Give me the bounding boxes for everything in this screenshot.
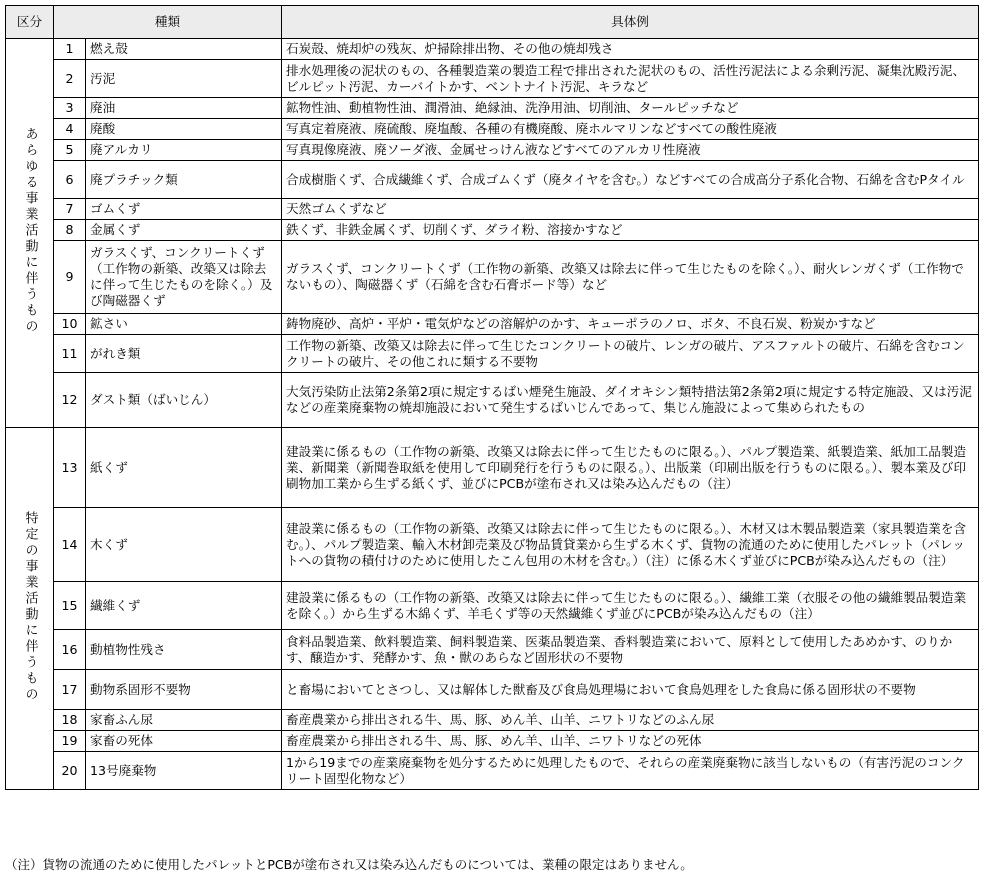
waste-example: 工作物の新築、改築又は除去に伴って生じたコンクリートの破片、レンガの破片、アスファルトの破片、石綿を含むコンクリートの破片、その他これに類する不要物 [282,335,979,373]
waste-type: 動物系固形不要物 [86,670,282,710]
category-specific-label: 特定の事業活動に伴うもの [22,510,38,703]
waste-type: 金属くず [86,220,282,241]
footnote: （注）貨物の流通のために使用したパレットとPCBが塗布され又は染み込んだものについては、業種の限定はありません。 [5,857,693,872]
waste-type: 紙くず [86,428,282,508]
table-row [6,140,979,161]
table-row [6,161,979,199]
waste-type: ゴムくず [86,199,282,220]
waste-example: 鉱物性油、動植物性油、潤滑油、絶縁油、洗浄用油、切削油、タールピッチなど [282,98,979,119]
table-row [6,710,979,731]
table-row [6,508,979,582]
table-row [6,582,979,630]
waste-example: 石炭殻、焼却炉の残灰、炉掃除排出物、その他の焼却残さ [282,39,979,60]
row-number: 6 [54,161,86,199]
waste-example: 天然ゴムくずなど [282,199,979,220]
table-row [6,39,979,60]
waste-example: 建設業に係るもの（工作物の新築、改築又は除去に伴って生じたものに限る。）、繊維工業（衣服その他の繊維製品製造業を除く。）から生ずる木綿くず、羊毛くず等の天然繊維くず並びにPCBが染み込んだもの（注） [282,582,979,630]
table-row [6,731,979,752]
waste-example: と畜場においてとさつし、又は解体した獣畜及び食鳥処理場において食鳥処理をした食鳥に係る固形状の不要物 [282,670,979,710]
waste-example: 畜産農業から排出される牛、馬、豚、めん羊、山羊、ニワトリなどの死体 [282,731,979,752]
waste-type: 13号廃棄物 [86,752,282,790]
row-number: 13 [54,428,86,508]
waste-example: 合成樹脂くず、合成繊維くず、合成ゴムくず（廃タイヤを含む。）などすべての合成高分子系化合物、石綿を含むPタイル [282,161,979,199]
waste-example: 食料品製造業、飲料製造業、飼料製造業、医薬品製造業、香料製造業において、原料として使用したあめかす、のりかす、醸造かす、発酵かす、魚・獣のあらなど固形状の不要物 [282,630,979,670]
waste-type: 家畜ふん尿 [86,710,282,731]
waste-example: 写真定着廃液、廃硫酸、廃塩酸、各種の有機廃酸、廃ホルマリンなどすべての酸性廃液 [282,119,979,140]
row-number: 4 [54,119,86,140]
table-row [6,119,979,140]
table-row [6,220,979,241]
waste-type: 廃油 [86,98,282,119]
waste-type: 繊維くず [86,582,282,630]
category-specific [6,428,54,790]
header-category: 区分 [6,6,54,39]
waste-example: 鋳物廃砂、高炉・平炉・電気炉などの溶解炉のかす、キューポラのノロ、ボタ、不良石炭、粉炭かすなど [282,314,979,335]
table-row [6,373,979,428]
table-row [6,241,979,314]
table-row [6,428,979,508]
waste-type: 鉱さい [86,314,282,335]
waste-type: 廃酸 [86,119,282,140]
row-number: 3 [54,98,86,119]
waste-type: 動植物性残さ [86,630,282,670]
waste-example: 1から19までの産業廃棄物を処分するために処理したもので、それらの産業廃棄物に該当しないもの（有害汚泥のコンクリート固型化物など） [282,752,979,790]
waste-type: 燃え殻 [86,39,282,60]
table-row [6,199,979,220]
row-number: 7 [54,199,86,220]
waste-type: 汚泥 [86,60,282,98]
waste-example: 建設業に係るもの（工作物の新築、改築又は除去に伴って生じたものに限る。）、パルプ製造業、紙製造業、紙加工品製造業、新聞業（新聞巻取紙を使用して印刷発行を行うものに限る。）、出版業（印刷出版を行うものに限る。）、製本業及び印刷物加工業から生ずる紙くず、並びにPCBが塗布され又は染み込んだもの（注） [282,428,979,508]
row-number: 16 [54,630,86,670]
row-number: 18 [54,710,86,731]
row-number: 5 [54,140,86,161]
row-number: 20 [54,752,86,790]
waste-example: 建設業に係るもの（工作物の新築、改築又は除去に伴って生じたものに限る。）、木材又は木製品製造業（家具製造業を含む。）、パルプ製造業、輸入木材卸売業及び物品賃貸業から生ずる木くず、貨物の流通のために使用したパレット（パレットへの貨物の積付けのために使用したこん包用の木材を含む。）（注）に係る木くず並びにPCBが染み込んだもの（注） [282,508,979,582]
waste-example: 大気汚染防止法第2条第2項に規定するばい煙発生施設、ダイオキシン類特措法第2条第2項に規定する特定施設、又は汚泥などの産業廃棄物の焼却施設において発生するばいじんであって、集じん施設によって集められたもの [282,373,979,428]
waste-type: 廃アルカリ [86,140,282,161]
category-general [6,39,54,428]
waste-example: 排水処理後の泥状のもの、各種製造業の製造工程で排出された泥状のもの、活性汚泥法による余剰汚泥、凝集沈殿汚泥、ビルピット汚泥、カーバイトかす、ベントナイト汚泥、キラなど [282,60,979,98]
row-number: 8 [54,220,86,241]
row-number: 17 [54,670,86,710]
industrial-waste-table [5,5,979,790]
waste-type: 廃プラチック類 [86,161,282,199]
row-number: 19 [54,731,86,752]
waste-example: ガラスくず、コンクリートくず（工作物の新築、改築又は除去に伴って生じたものを除く。）、耐火レンガくず（工作物でないもの）、陶磁器くず（石綿を含む石膏ボード等）など [282,241,979,314]
waste-type: 木くず [86,508,282,582]
row-number: 1 [54,39,86,60]
waste-type: ガラスくず、コンクリートくず（工作物の新築、改築又は除去に伴って生じたものを除く。）及び陶磁器くず [86,241,282,314]
table-row [6,60,979,98]
row-number: 12 [54,373,86,428]
category-general-label: あらゆる事業活動に伴うもの [22,127,38,335]
table-row [6,670,979,710]
table-row [6,98,979,119]
header-type: 種類 [54,6,282,39]
table-row [6,335,979,373]
waste-example: 写真現像廃液、廃ソーダ液、金属せっけん液などすべてのアルカリ性廃液 [282,140,979,161]
waste-type: がれき類 [86,335,282,373]
waste-type: 家畜の死体 [86,731,282,752]
row-number: 10 [54,314,86,335]
table-row [6,752,979,790]
row-number: 9 [54,241,86,314]
table-row [6,630,979,670]
waste-type: ダスト類（ばいじん） [86,373,282,428]
row-number: 2 [54,60,86,98]
table-header-row [6,6,979,39]
waste-example: 畜産農業から排出される牛、馬、豚、めん羊、山羊、ニワトリなどのふん尿 [282,710,979,731]
header-examples: 具体例 [282,6,979,39]
row-number: 15 [54,582,86,630]
table-row [6,314,979,335]
row-number: 11 [54,335,86,373]
row-number: 14 [54,508,86,582]
waste-example: 鉄くず、非鉄金属くず、切削くず、ダライ粉、溶接かすなど [282,220,979,241]
